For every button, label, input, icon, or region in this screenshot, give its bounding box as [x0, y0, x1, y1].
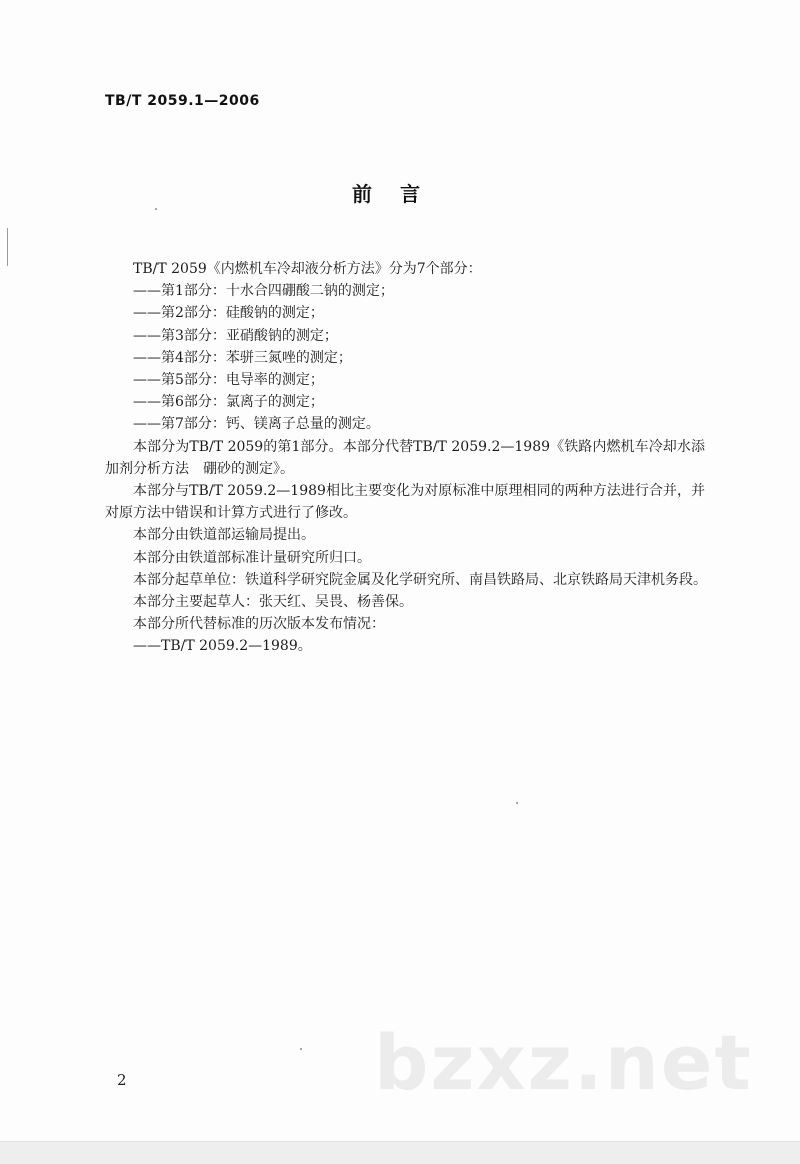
standard-number: TB/T 2059.1—2006 [105, 93, 260, 109]
site-watermark: bzxz.net [374, 1018, 753, 1107]
page-number: 2 [117, 1071, 127, 1089]
part-item: ——第7部分：钙、镁离子总量的测定。 [133, 416, 380, 433]
page-title: 前言 [352, 182, 448, 206]
viewer-bottom-bar [0, 1141, 800, 1164]
proposed-by-line: 本部分由铁道部运输局提出。 [133, 527, 315, 544]
changes-paragraph: 本部分与TB/T 2059.2—1989相比主要变化为对原标准中原理相同的两种方法进行合并，并对原方法中错误和计算方式进行了修改。 [105, 483, 705, 522]
history-intro-line: 本部分所代替标准的历次版本发布情况： [133, 616, 385, 633]
foreword-body [105, 258, 705, 658]
part-item: ——第4部分：苯骈三氮唑的测定； [133, 349, 352, 366]
replaces-paragraph: 本部分为TB/T 2059的第1部分。本部分代替TB/T 2059.2—1989《铁路内燃机车冷却水添加剂分析方法 硼砂的测定》。 [105, 438, 705, 477]
drafting-units-line: 本部分起草单位：铁道科学研究院金属及化学研究所、南昌铁路局、北京铁路局天津机务段。 [133, 571, 707, 588]
part-item: ——第3部分：亚硝酸钠的测定； [133, 327, 338, 344]
history-item: ——TB/T 2059.2—1989。 [133, 638, 312, 655]
scan-dust-dot [516, 802, 518, 804]
scan-margin-mark [7, 228, 8, 266]
drafters-line: 本部分主要起草人：张天红、吴畏、杨善保。 [133, 594, 413, 611]
managed-by-line: 本部分由铁道部标准计量研究所归口。 [133, 549, 371, 566]
intro-line: TB/T 2059《内燃机车冷却液分析方法》分为7个部分： [133, 261, 482, 277]
part-item: ——第2部分：硅酸钠的测定； [133, 305, 324, 322]
part-item: ——第1部分：十水合四硼酸二钠的测定； [133, 283, 394, 300]
scan-dust-dot [155, 208, 157, 210]
part-item: ——第5部分：电导率的测定； [133, 372, 324, 389]
part-item: ——第6部分：氯离子的测定； [133, 394, 324, 411]
scan-dust-dot [300, 1048, 302, 1050]
